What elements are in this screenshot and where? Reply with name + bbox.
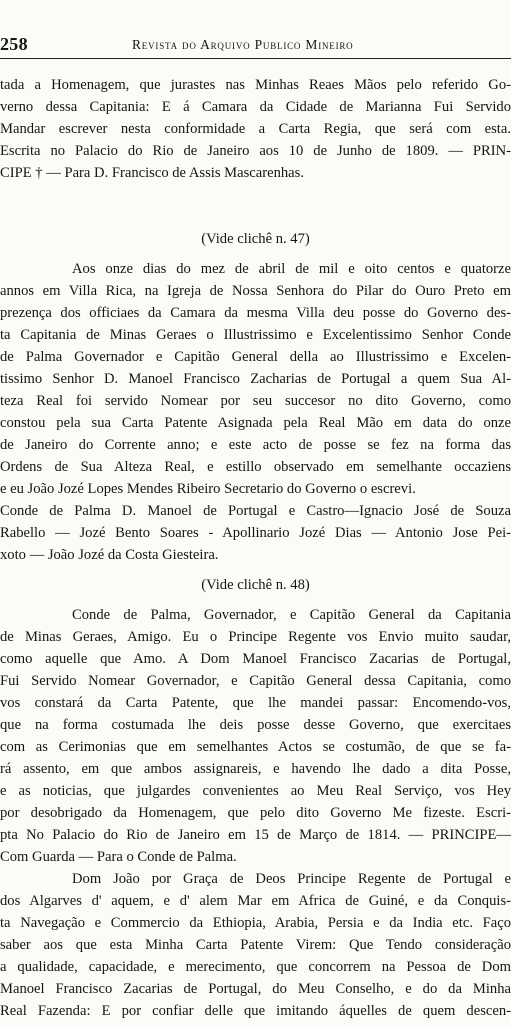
page-number: 258 [0,34,28,54]
text-line: Conde de Palma, Governador, e Capitão General da Capitania [72,607,511,623]
text-line: CIPE † — Para D. Francisco de Assis Mascarenhas. [0,165,304,181]
text-line: Escrita no Palacio do Rio de Janeiro aos 10 de Junho de 1809. — PRIN- [0,143,511,159]
text-line: xoto — João Jozé da Costa Giesteira. [0,547,219,563]
text-line: Fui Servido Nomear Governador, e Capitão General dessa Capitania, como [0,673,511,689]
text-line: a qualidade, capacidade, e merecimento, que concorrem na Pessoa de Dom [0,959,511,975]
running-title: Revista do Arquivo Publico Mineiro [132,37,354,52]
text-line: por desobrigado da Homenagem, que pelo dito Governo Me fizeste. Escri- [0,805,511,821]
text-line: tada a Homenagem, que jurastes nas Minhas Reaes Mãos pelo referido Go- [0,77,511,93]
text-line: verno dessa Capitania: E á Camara da Cidade de Marianna Fui Servido [0,99,511,115]
text-line: saber aos que esta Minha Carta Patente Virem: Que Tendo consideração [0,937,511,953]
text-line: Dom João por Graça de Deos Principe Regente de Portugal e [72,871,511,887]
text-line: com as Cerimonias que em semelhantes Actos se costumão, de que se fa- [0,739,511,755]
text-line: Ordens de Sua Alteza Real, e estillo observado em semelhante occaziens [0,459,511,475]
text-line: pta No Palacio do Rio de Janeiro em 15 de Março de 1814. — PRINCIPE— [0,827,511,843]
text-line: Mandar escrever nesta conformidade a Carta Regia, que será com esta. [0,121,511,137]
page-header [0,30,511,59]
text-line: Rabello — Jozé Bento Soares - Apollinario Jozé Dias — Antonio Jose Pei- [0,525,511,541]
text-line: Conde de Palma D. Manoel de Portugal e Castro—Ignacio José de Souza [0,503,511,519]
text-line: como aquelle que Amo. A Dom Manoel Francisco Zacarias de Portugal, [0,651,511,667]
text-line: e eu João Jozé Lopes Mendes Ribeiro Secretario do Governo o escrevi. [0,481,416,497]
text-line: de Palma Governador e Capitão General della ao Illustrissimo e Excelen- [0,349,511,365]
text-line: annos em Villa Rica, na Igreja de Nossa Senhora do Pilar do Ouro Preto em [0,283,511,299]
text-line: teza Real foi servido Nomear por seu succesor no dito Governo, como [0,393,511,409]
text-line: constou pela sua Carta Patente Asignada pela Real Mão em data do onze [0,415,511,431]
text-line: vos constará da Carta Patente, que lhe mandei passar: Encomendo-vos, [0,695,511,711]
text-line: Aos onze dias do mez de abril de mil e oito centos e quatorze [72,261,511,277]
text-line: tissimo Senhor D. Manoel Francisco Zacharias de Portugal a quem Sua Al- [0,371,511,387]
text-line: que na forma costumada lhe deis posse desse Governo, que exercitaes [0,717,511,733]
section-heading: (Vide clichê n. 48) [201,577,310,593]
text-line: de Minas Geraes, Amigo. Eu o Principe Regente vos Envio muito saudar, [0,629,511,645]
text-line: de Janeiro do Corrente anno; e este acto de posse se fez na forma das [0,437,511,453]
text-line: Com Guarda — Para o Conde de Palma. [0,849,237,865]
section-heading: (Vide clichê n. 47) [201,231,310,247]
text-line: dos Algarves d' aquem, e d' alem Mar em Africa de Guiné, e da Conquis- [0,893,511,909]
text-line: Manoel Francisco Zacarias de Portugal, do Meu Conselho, e do da Minha [0,981,511,997]
text-line: Real Fazenda: E por confiar delle que imitando áquelles de quem descen- [0,1003,511,1019]
text-line: prezença dos officiaes da Camara da mesma Villa deu posse do Governo des- [0,305,511,321]
text-line: rá assento, em que ambos assignareis, e havendo lhe dado a dita Posse, [0,761,511,777]
text-line: e as noticias, que julgardes convenientes ao Meu Real Serviço, vos Hey [0,783,511,799]
text-line: ta Capitania de Minas Geraes o Illustrissimo e Excelentissimo Senhor Conde [0,327,511,343]
text-line: ta Navegação e Commercio da Ethiopia, Arabia, Persia e da India etc. Faço [0,915,511,931]
